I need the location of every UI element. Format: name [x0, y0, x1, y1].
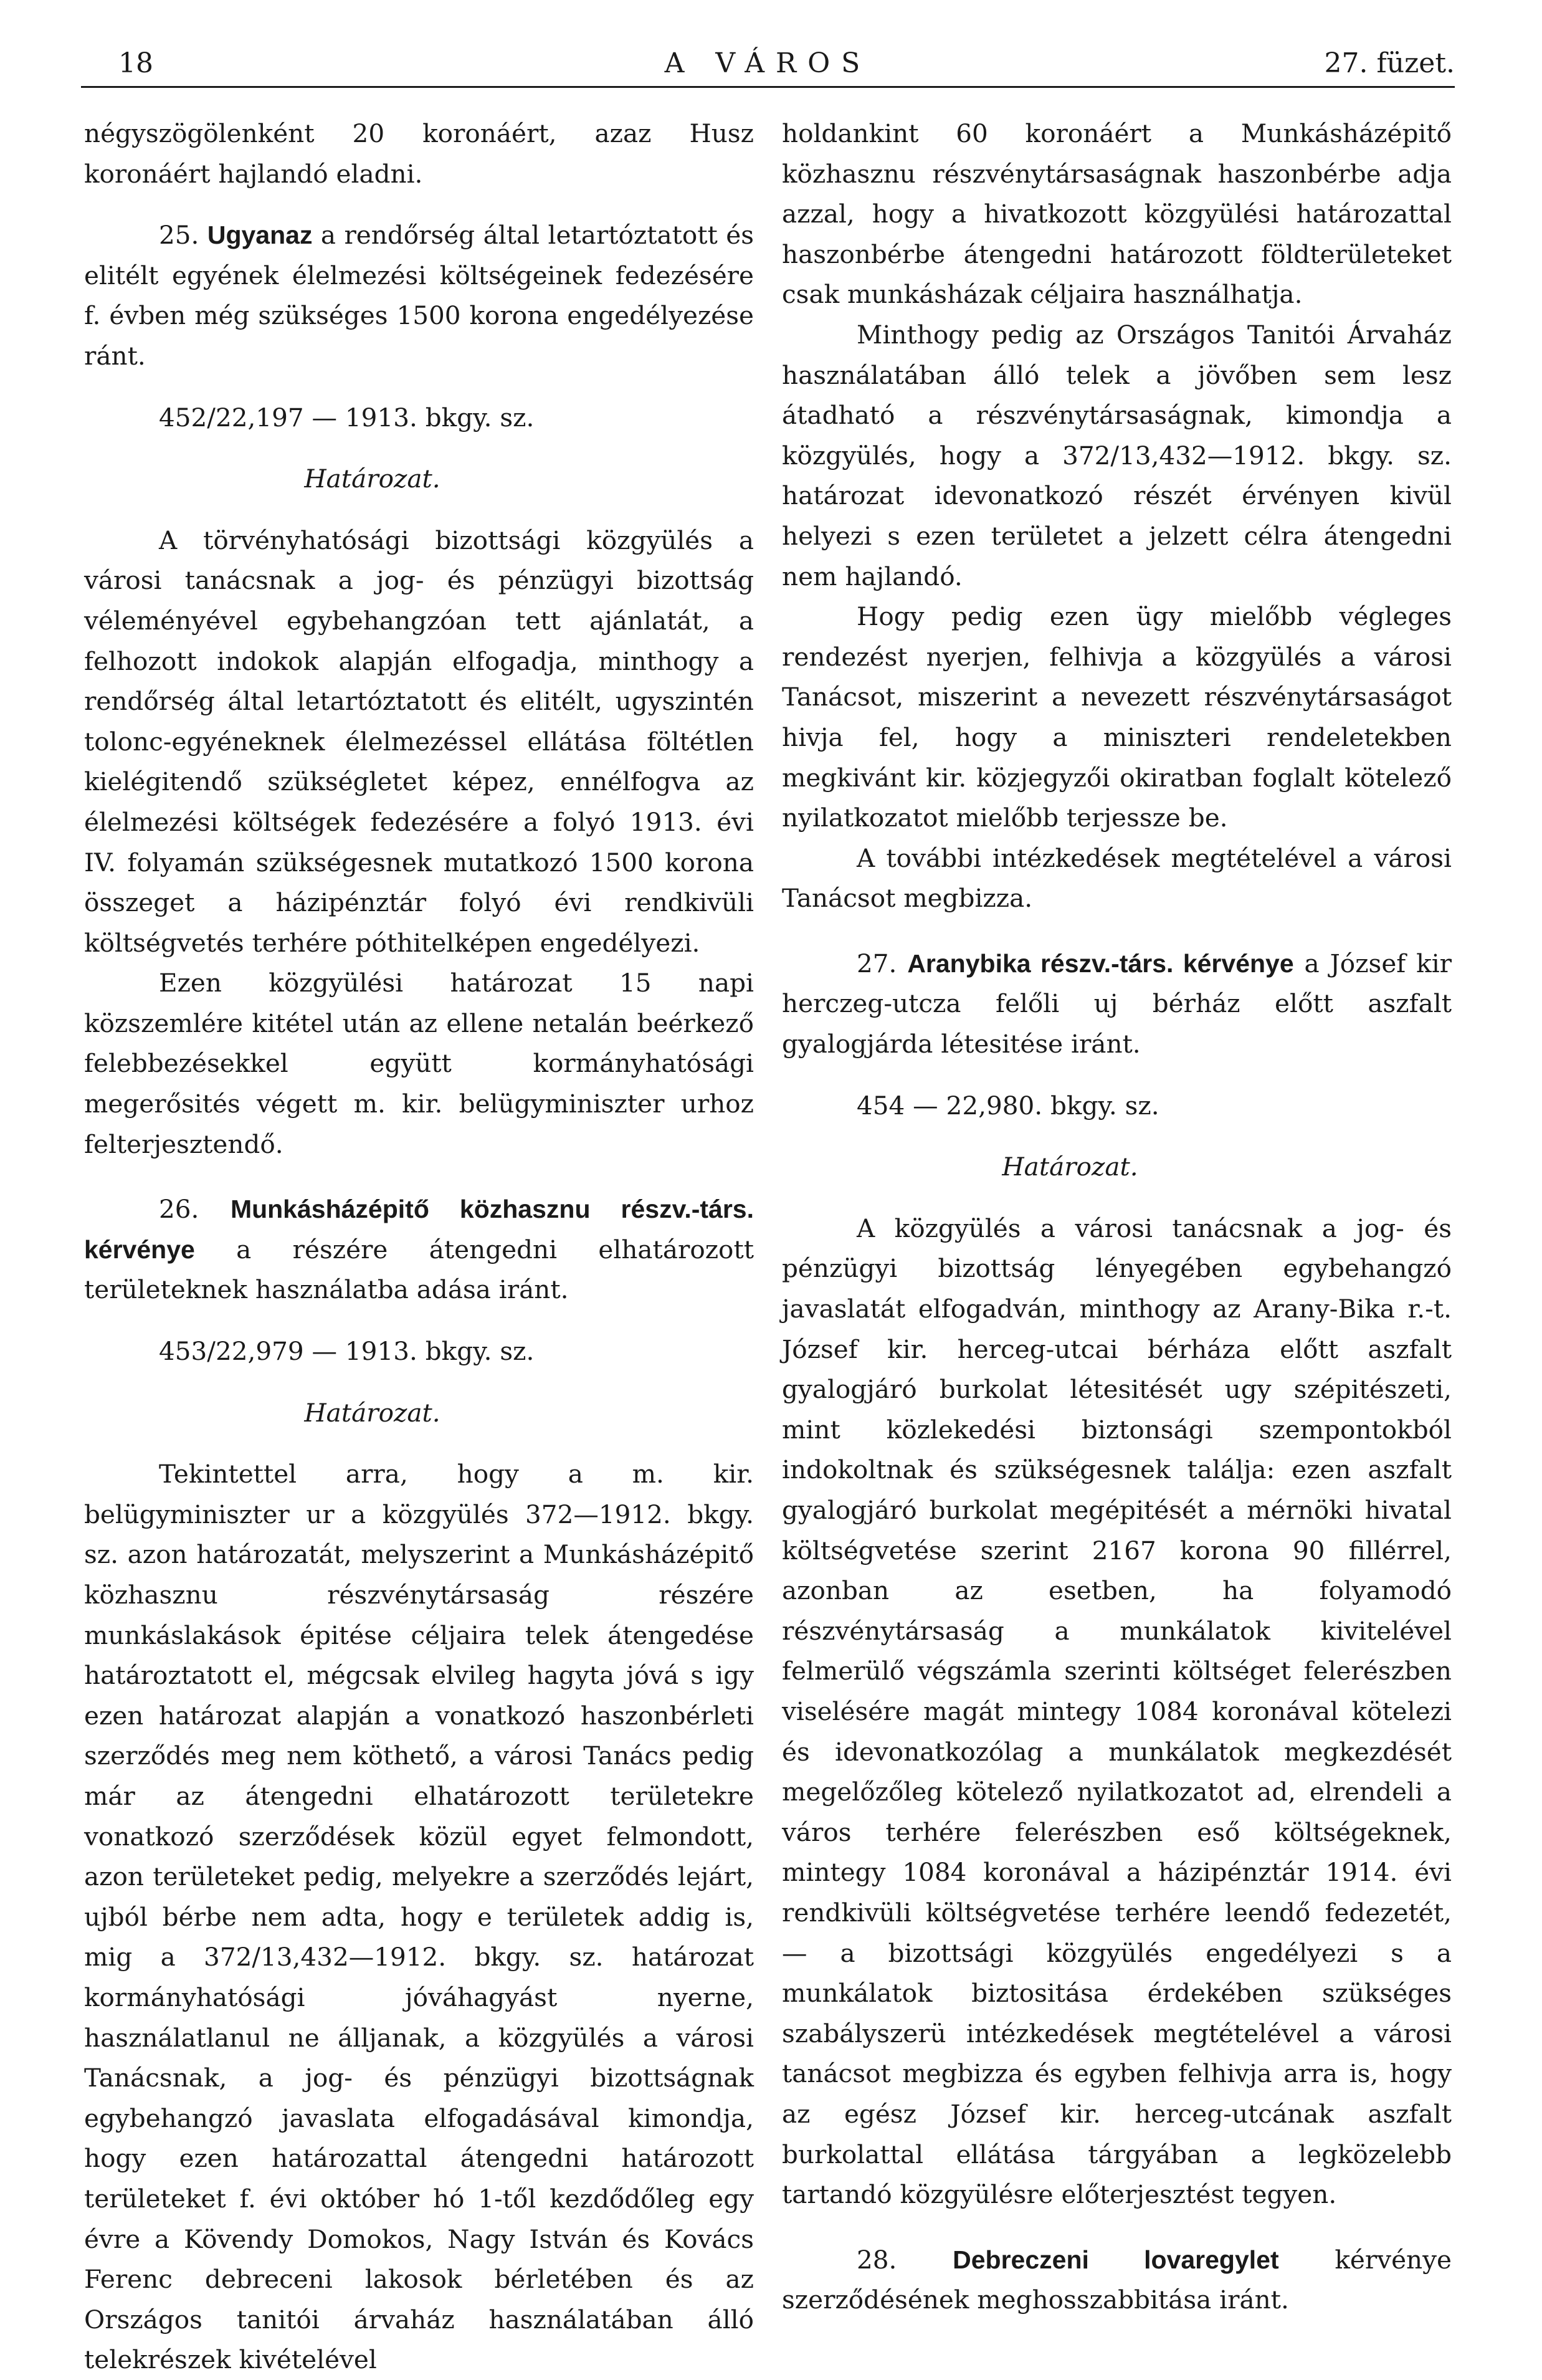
paragraph: Minthogy pedig az Országos Tanitói Árvaház használatában álló telek a jövőben sem lesz átadható a részvénytársaságnak, kimondja a közgyülés, hogy a 372/13,432—1912. bkgy. sz. határozat idevonatkozó részét érvényen kivül helyezi s ezen területet a jelzett célra átengedni nem hajlandó.	[782, 319, 1452, 591]
item-title: Aranybika részv.-társ. kérvénye	[907, 949, 1294, 978]
journal-title: A VÁROS	[664, 47, 872, 79]
item-26-heading	[84, 1189, 754, 1310]
item-title: Ugyanaz	[207, 221, 313, 250]
item-title: Munkásházépitő közhasznu részv.-társ. kérvénye	[84, 1195, 754, 1264]
item-subject: kérvénye szerződésének meghosszabbitása iránt.	[782, 2244, 1452, 2315]
right-column	[782, 113, 1452, 2320]
paragraph: Tekintettel arra, hogy a m. kir. belügyminiszter ur a közgyülés 372—1912. bkgy. sz. azon határozatát, melyszerint a Munkásházépitő közhasznu részvénytársaság részére munkáslakások épitése céljaira telek átengedése határoztatott el, mégcsak elvileg hagyta jóvá s igy ezen határozat alapján a vonatkozó haszonbérleti szerződés meg nem köthető, a városi Tanács pedig már az átengedni elhatározott területekre vonatkozó szerződések közül egyet felmondott, azon területeket pedig, melyekre a szerződés lejárt, ujból bérbe nem adta, hogy e területek addig is, mig a 372/13,432—1912. bkgy. sz. határozat kormányhatósági jóváhagyást nyerne, használatlanul ne álljanak, a közgyülés a városi Tanácsnak, a jog- és pénzügyi bizottságnak egybehangzó javaslata elfogadásával kimondja, hogy ezen határozattal átengedni határozott területeket f. évi október hó 1-től kezdődőleg egy évre a Kövendy Domokos, Nagy István és Kovács Ferenc debreceni lakosok bérletében és az Országos tanitói árvaház használatában álló telekrészek kivételével	[84, 1459, 754, 2375]
resolution-heading: Határozat.	[1002, 1152, 1138, 1182]
paragraph: A közgyülés a városi tanácsnak a jog- és pénzügyi bizottság lényegében egybehangzó javaslatát elfogadván, minthogy az Arany-Bika r.-t. József kir. herceg-utcai bérháza előtt aszfalt gyalogjáró burkolat létesitését ugy szépitészeti, mint közlekedési biztonsági szempontokból indokoltnak és szükségesnek találja: ezen aszfalt gyalogjáró burkolat megépitését a mérnöki hivatal költségvetése szerint 2167 korona 90 fillérrel, azonban az esetben, ha folyamodó részvénytársaság a munkálatok kivitelével felmerülő végszámla szerinti költséget felerészben viselésére magát mintegy 1084 koronával kötelezi és idevonatkozólag a munkálatok megkezdését megelőzőleg kötelező nyilatkozatot ad, elrendeli a város terhére felerészben eső költségeknek, mintegy 1084 koronával a házipénztár 1914. évi rendkivüli költségvetése terhére leendő fedezetét, — a bizottsági közgyülés engedélyezi s a munkálatok biztositása érdekében szükséges szabályszerü intézkedések megtételével a városi tanácsot megbizza és egyben felhivja arra is, hogy az egész József kir. herceg-utcának aszfalt burkolattal ellátása tárgyában a legközelebb tartandó közgyülésre előterjesztést tegyen.	[782, 1213, 1452, 2210]
left-column	[84, 113, 754, 2380]
paragraph: holdankint 60 koronáért a Munkásházépitő közhasznu részvénytársaságnak haszonbérbe adja azzal, hogy a hivatkozott közgyülési határozattal haszonbérbe átengedni határozott földterületeket csak munkásházak céljaira használhatja.	[782, 118, 1452, 310]
paragraph: Ezen közgyülési határozat 15 napi közszemlére kitétel után az ellene netalán beérkező felebbezésekkel együtt kormányhatósági megerősités végett m. kir. belügyminiszter urhoz felterjesztendő.	[84, 968, 754, 1159]
item-subject: a részére átengedni elhatározott területeknek használatba adása iránt.	[84, 1234, 754, 1305]
item-subject: a József kir herczeg-utcza felőli uj bérház előtt aszfalt gyalogjárda létesitése iránt.	[782, 948, 1452, 1059]
reference-number: 454 — 22,980. bkgy. sz.	[857, 1090, 1159, 1121]
item-number: 25.	[159, 220, 199, 251]
reference-number: 453/22,979 — 1913. bkgy. sz.	[159, 1336, 535, 1367]
resolution-heading: Határozat.	[304, 464, 440, 494]
page-header	[81, 45, 1455, 88]
resolution-heading: Határozat.	[304, 1397, 440, 1428]
reference-number: 452/22,197 — 1913. bkgy. sz.	[159, 402, 535, 433]
paragraph: négyszögölenként 20 koronáért, azaz Husz koronáért hajlandó eladni.	[84, 118, 754, 189]
issue-number: 27. füzet.	[1324, 47, 1455, 79]
item-27-heading	[782, 944, 1452, 1064]
paragraph: A további intézkedések megtételével a városi Tanácsot megbizza.	[782, 843, 1452, 914]
item-number: 28.	[857, 2244, 897, 2275]
item-number: 27.	[857, 948, 897, 978]
item-title: Debreczeni lovaregylet	[953, 2245, 1279, 2274]
page-number: 18	[118, 47, 153, 79]
item-subject: a rendőrség által letartóztatott és elitélt egyének élelmezési költségeinek fedezésére f. évben még szükséges 1500 korona engedélyezése ránt.	[84, 220, 754, 371]
item-number: 26.	[159, 1194, 199, 1225]
item-28-heading	[782, 2240, 1452, 2320]
paragraph: Hogy pedig ezen ügy mielőbb végleges rendezést nyerjen, felhivja a közgyülés a városi Tanácsot, miszerint a nevezett részvénytársaságot hivja fel, hogy a miniszteri rendeletekben megkivánt kir. közjegyzői okiratban foglalt kötelező nyilatkozatot mielőbb terjessze be.	[782, 601, 1452, 833]
paragraph: A törvényhatósági bizottsági közgyülés a városi tanácsnak a jog- és pénzügyi bizottság véleményével egybehangzóan tett ajánlatát, a felhozott indokok alapján elfogadja, minthogy a rendőrség által letartóztatott és elitélt, ugyszintén tolonc-egyéneknek élelmezéssel ellátása föltétlen kielégitendő szükségletet képez, ennélfogva az élelmezési költségek fedezésére a folyó 1913. évi IV. folyamán szükségesnek mutatkozó 1500 korona összeget a házipénztár folyó évi rendkivüli költségvetés terhére póthitelképen engedélyezi.	[84, 525, 754, 958]
item-25-heading	[84, 215, 754, 376]
